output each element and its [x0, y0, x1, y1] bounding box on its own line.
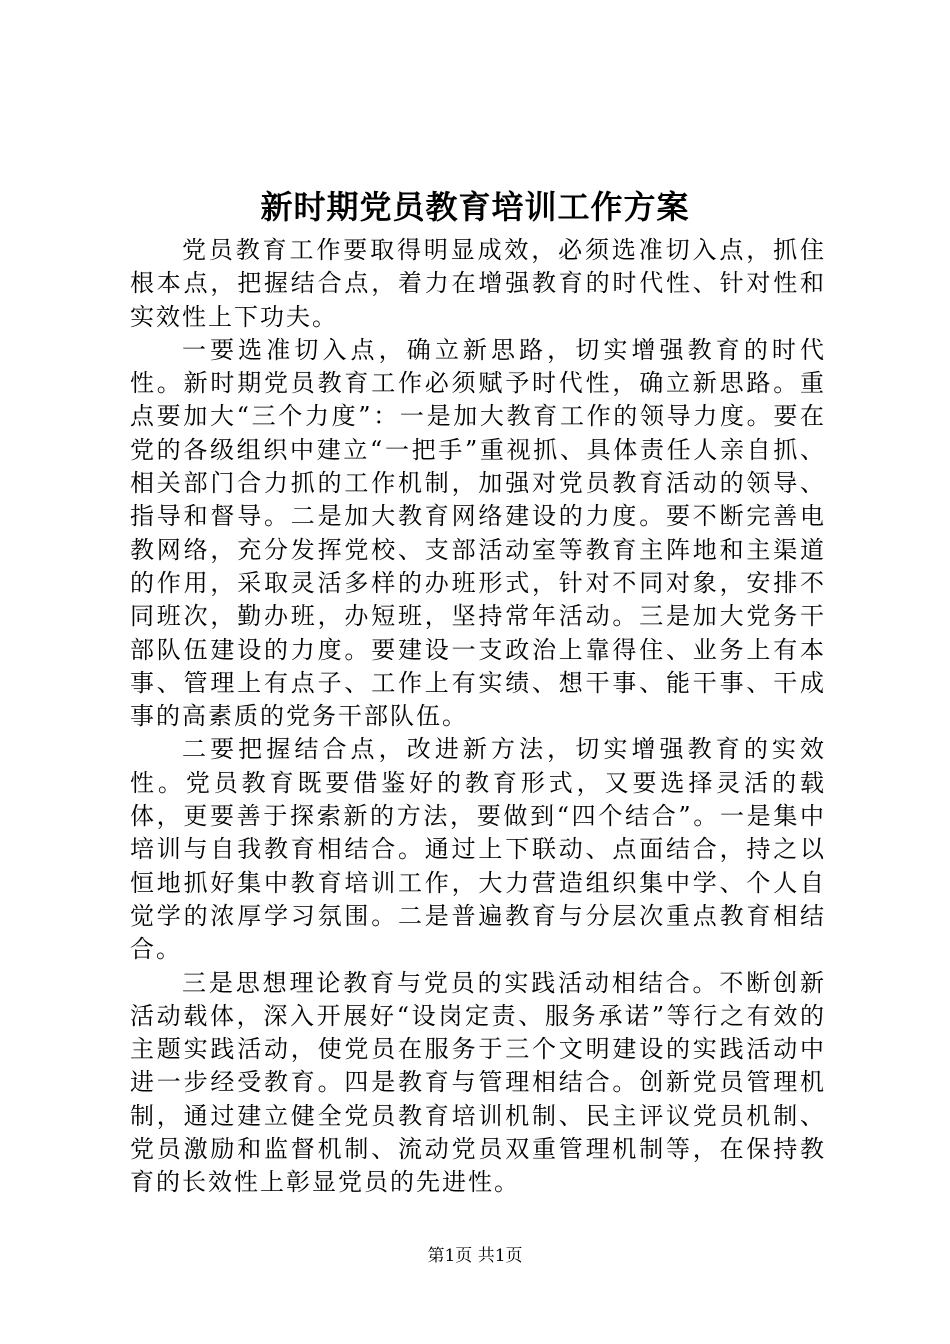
paragraph-point-two: 二要把握结合点，改进新方法，切实增强教育的实效性。党员教育既要借鉴好的教育形式，又要选择灵活的载体，更要善于探索新的方法，要做到“四个结合”。一是集中培训与自我教育相结合。通过上下联动、点面结合，持之以恒地抓好集中教育培训工作，大力营造组织集中学、个人自觉学的浓厚学习氛围。二是普遍教育与分层次重点教育相结合。	[130, 735, 826, 964]
paragraph-intro: 党员教育工作要取得明显成效，必须选准切入点，抓住根本点，把握结合点，着力在增强教育的时代性、针对性和实效性上下功夫。	[130, 236, 826, 331]
paragraph-point-one: 一要选准切入点，确立新思路，切实增强教育的时代性。新时期党员教育工作必须赋予时代性，确立新思路。重点要加大“三个力度”：一是加大教育工作的领导力度。要在党的各级组织中建立“一把手”重视抓、具体责任人亲自抓、相关部门合力抓的工作机制，加强对党员教育活动的领导、指导和督导。二是加大教育网络建设的力度。要不断完善电教网络，充分发挥党校、支部活动室等教育主阵地和主渠道的作用，采取灵活多样的办班形式，针对不同对象，安排不同班次，勤办班，办短班，坚持常年活动。三是加大党务干部队伍建设的力度。要建设一支政治上靠得住、业务上有本事、管理上有点子、工作上有实绩、想干事、能干事、干成事的高素质的党务干部队伍。	[130, 335, 826, 731]
page-number-footer: 第1页 共1页	[427, 1246, 523, 1266]
document-body	[130, 234, 826, 1200]
document-title: 新时期党员教育培训工作方案	[260, 188, 690, 226]
paragraph-point-three: 三是思想理论教育与党员的实践活动相结合。不断创新活动载体，深入开展好“设岗定责、服务承诺”等行之有效的主题实践活动，使党员在服务于三个文明建设的实践活动中进一步经受教育。四是教育与管理相结合。创新党员管理机制，通过建立健全党员教育培训机制、民主评议党员机制、党员激励和监督机制、流动党员双重管理机制等，在保持教育的长效性上彰显党员的先进性。	[130, 968, 826, 1197]
